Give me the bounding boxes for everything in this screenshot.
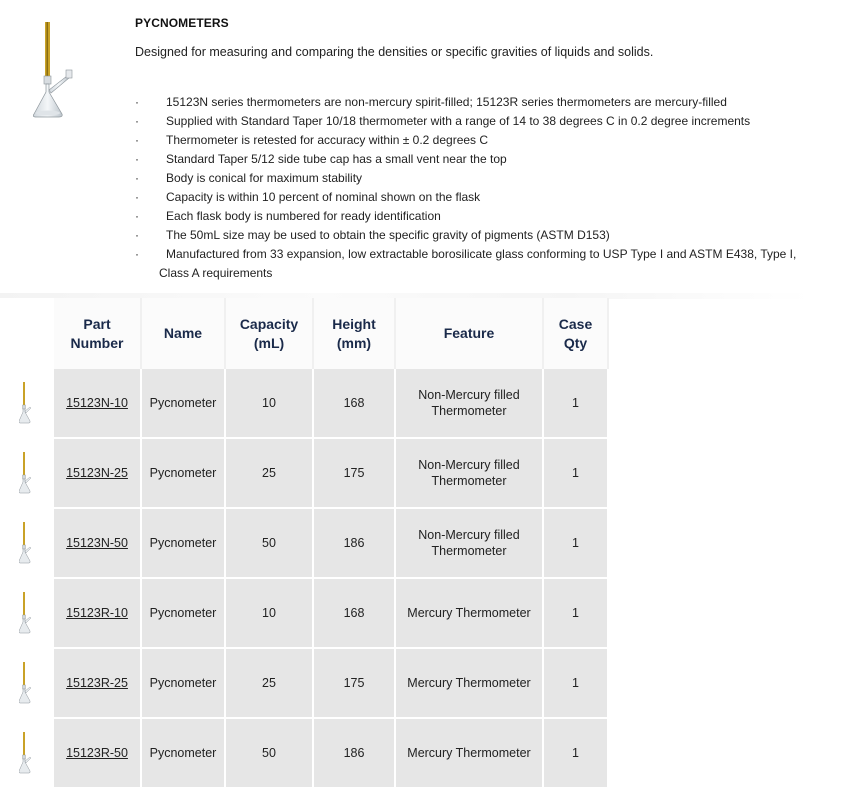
- list-item: · Body is conical for maximum stability: [135, 171, 363, 185]
- feature-cell: Non-Mercury filled Thermometer: [396, 369, 544, 439]
- part-number-cell: [54, 369, 142, 439]
- part-number-cell: [54, 719, 142, 789]
- part-number-header: Part Number: [54, 298, 142, 369]
- name-header: Name: [142, 298, 226, 369]
- case-qty-cell: 1: [544, 719, 609, 789]
- table-row: [0, 649, 609, 719]
- row-image-cell[interactable]: [0, 369, 54, 439]
- name-cell: Pycnometer: [142, 579, 226, 649]
- feature-cell: Mercury Thermometer: [396, 719, 544, 789]
- case-qty-cell: 1: [544, 439, 609, 509]
- table-row: [0, 719, 609, 789]
- case-qty-cell: 1: [544, 509, 609, 579]
- height-cell: 175: [314, 439, 396, 509]
- case-qty-cell: 1: [544, 369, 609, 439]
- part-number-link[interactable]: 15123N-10: [66, 396, 128, 410]
- table-row: [0, 369, 609, 439]
- list-item: · Each flask body is numbered for ready identification: [135, 209, 441, 223]
- name-cell: Pycnometer: [142, 439, 226, 509]
- capacity-cell: 25: [226, 439, 314, 509]
- page-title: PYCNOMETERS: [135, 16, 229, 30]
- pycnometer-product-image: [33, 20, 83, 120]
- row-image-cell[interactable]: [0, 579, 54, 649]
- capacity-cell: 50: [226, 719, 314, 789]
- feature-header: Feature: [396, 298, 544, 369]
- height-header: Height (mm): [314, 298, 396, 369]
- feature-cell: Non-Mercury filled Thermometer: [396, 509, 544, 579]
- part-number-cell: [54, 439, 142, 509]
- height-cell: 168: [314, 369, 396, 439]
- pycnometer-flask-icon[interactable]: [19, 382, 33, 424]
- capacity-cell: 50: [226, 509, 314, 579]
- name-cell: Pycnometer: [142, 369, 226, 439]
- table-row: [0, 439, 609, 509]
- part-number-link[interactable]: 15123N-25: [66, 466, 128, 480]
- pycnometer-flask-icon[interactable]: [19, 732, 33, 774]
- product-table: [0, 298, 609, 789]
- height-cell: 186: [314, 509, 396, 579]
- part-number-cell: [54, 579, 142, 649]
- part-number-cell: [54, 649, 142, 719]
- list-item: · Supplied with Standard Taper 10/18 thermometer with a range of 14 to 38 degrees C in 0.2 degree increments: [135, 114, 751, 128]
- feature-cell: Mercury Thermometer: [396, 649, 544, 719]
- feature-list: [135, 93, 825, 283]
- capacity-cell: 25: [226, 649, 314, 719]
- pycnometer-flask-icon[interactable]: [19, 592, 33, 634]
- row-image-cell[interactable]: [0, 439, 54, 509]
- table-row: [0, 579, 609, 649]
- list-item: · Capacity is within 10 percent of nominal shown on the flask: [135, 190, 481, 204]
- feature-cell: Mercury Thermometer: [396, 579, 544, 649]
- feature-cell: Non-Mercury filled Thermometer: [396, 439, 544, 509]
- list-item: · Thermometer is retested for accuracy within ± 0.2 degrees C: [135, 133, 489, 147]
- name-cell: Pycnometer: [142, 719, 226, 789]
- name-cell: Pycnometer: [142, 509, 226, 579]
- part-number-cell: [54, 509, 142, 579]
- height-cell: 186: [314, 719, 396, 789]
- product-description: Designed for measuring and comparing the densities or specific gravities of liquids and solids.: [135, 45, 654, 59]
- row-image-cell[interactable]: [0, 649, 54, 719]
- name-cell: Pycnometer: [142, 649, 226, 719]
- pycnometer-flask-icon[interactable]: [19, 452, 33, 494]
- part-number-link[interactable]: 15123N-50: [66, 536, 128, 550]
- list-item: · 15123N series thermometers are non-mercury spirit-filled; 15123R series thermometers are mercury-filled: [135, 95, 727, 109]
- row-image-cell[interactable]: [0, 719, 54, 789]
- case-qty-cell: 1: [544, 579, 609, 649]
- image-column-header: [0, 298, 54, 369]
- case-qty-header: Case Qty: [544, 298, 609, 369]
- capacity-cell: 10: [226, 369, 314, 439]
- capacity-header: Capacity (mL): [226, 298, 314, 369]
- list-item: · Standard Taper 5/12 side tube cap has a small vent near the top: [135, 152, 507, 166]
- height-cell: 168: [314, 579, 396, 649]
- table-row: [0, 509, 609, 579]
- pycnometer-flask-icon[interactable]: [19, 522, 33, 564]
- table-header-row: [0, 298, 609, 369]
- list-item: · Manufactured from 33 expansion, low extractable borosilicate glass conforming to USP Type I and ASTM E438, Type I, Class A requirements: [135, 247, 797, 280]
- pycnometer-flask-icon[interactable]: [19, 662, 33, 704]
- height-cell: 175: [314, 649, 396, 719]
- row-image-cell[interactable]: [0, 509, 54, 579]
- part-number-link[interactable]: 15123R-50: [66, 746, 128, 760]
- capacity-cell: 10: [226, 579, 314, 649]
- list-item: · The 50mL size may be used to obtain the specific gravity of pigments (ASTM D153): [135, 228, 610, 242]
- part-number-link[interactable]: 15123R-10: [66, 606, 128, 620]
- case-qty-cell: 1: [544, 649, 609, 719]
- part-number-link[interactable]: 15123R-25: [66, 676, 128, 690]
